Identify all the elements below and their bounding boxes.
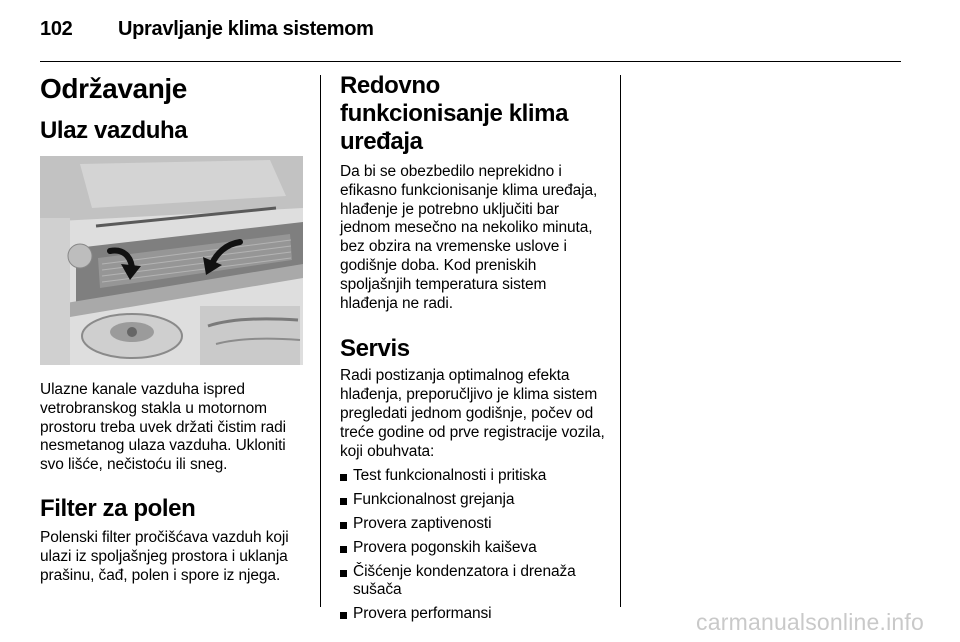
square-bullet-icon — [340, 498, 347, 505]
left-column — [40, 72, 305, 585]
column-divider-right — [620, 75, 621, 607]
watermark-text: carmanualsonline.info — [696, 609, 924, 635]
subsection-title-air-intake: Ulaz vazduha — [40, 117, 188, 144]
square-bullet-icon — [340, 612, 347, 619]
right-column — [340, 72, 608, 629]
subsection-title-pollen-filter: Filter za polen — [40, 494, 196, 522]
service-text: Radi postizanja optimalnog efekta hlađenja, preporučljivo je klima sistem pregledati jednom godišnje, počev od treće godine od prve registracije vozila, koji obuhvata: — [340, 367, 605, 460]
list-item: Provera pogonskih kaiševa — [340, 539, 608, 558]
square-bullet-icon — [340, 474, 347, 481]
regular-operation-text: Da bi se obezbedilo neprekidno i efikasno funkcionisanje klima uređaja, hlađenje je potrebno uključiti bar jednom mesečno na nekoliko minuta, bez obzira na vremenske uslove i godišnje doba. Kod preniskih spoljašnjih temperatura sistem hlađenja ne radi. — [340, 163, 598, 312]
header-divider — [40, 61, 901, 62]
service-checklist — [340, 467, 608, 624]
page-header — [40, 18, 900, 48]
section-title-regular-operation: Redovno funkcionisanje klima uređaja — [340, 72, 569, 155]
section-title-maintenance: Održavanje — [40, 73, 187, 104]
square-bullet-icon — [340, 570, 347, 577]
column-divider-left — [320, 75, 321, 607]
list-item: Provera performansi — [340, 605, 608, 624]
list-item: Funkcionalnost grejanja — [340, 491, 608, 510]
section-title-service: Servis — [340, 335, 410, 363]
list-item: Test funkcionalnosti i pritiska — [340, 467, 608, 486]
chapter-title: Upravljanje klima sistemom — [118, 18, 374, 40]
square-bullet-icon — [340, 522, 347, 529]
list-item: Provera zaptivenosti — [340, 515, 608, 534]
square-bullet-icon — [340, 546, 347, 553]
page-number: 102 — [40, 18, 73, 40]
engine-bay-photo — [40, 156, 303, 365]
list-item: Čišćenje kondenzatora i drenaža sušača — [340, 563, 608, 601]
pollen-filter-text: Polenski filter pročišćava vazduh koji ulazi iz spoljašnjeg prostora i uklanja prašinu, čađ, polen i spore iz njega. — [40, 528, 289, 584]
air-intake-text: Ulazne kanale vazduha ispred vetrobranskog stakla u motornom prostoru treba uvek držati čistim radi nesmetanog ulaza vazduha. Ukloniti svo lišće, nečistoću ili sneg. — [40, 381, 287, 474]
